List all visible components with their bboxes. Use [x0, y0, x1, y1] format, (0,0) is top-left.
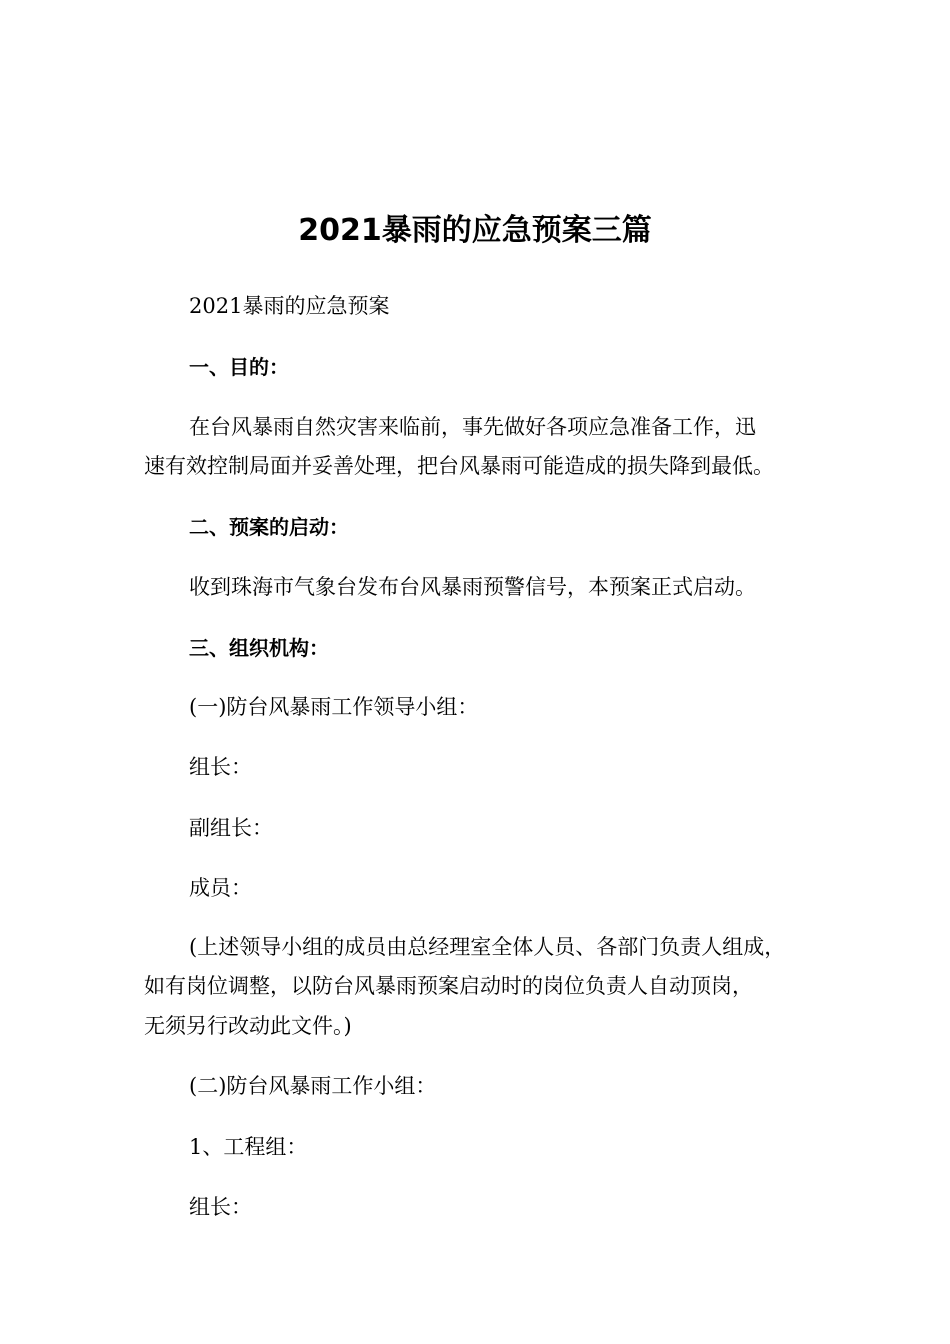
- leadership-group-heading: (一)防台风暴雨工作领导小组：: [189, 695, 479, 719]
- leadership-note-line-1: (上述领导小组的成员由总经理室全体人员、各部门负责人组成，: [189, 935, 786, 959]
- document-title: 2021暴雨的应急预案三篇: [298, 213, 652, 248]
- section-heading-organization: 三、组织机构：: [189, 636, 329, 660]
- section-heading-activation: 二、预案的启动：: [189, 515, 349, 539]
- purpose-paragraph-line-2: 速有效控制局面并妥善处理，把台风暴雨可能造成的损失降到最低。: [144, 454, 774, 478]
- document-subtitle: 2021暴雨的应急预案: [189, 294, 390, 318]
- purpose-paragraph-line-1: 在台风暴雨自然灾害来临前，事先做好各项应急准备工作，迅: [189, 415, 756, 439]
- working-group-heading: (二)防台风暴雨工作小组：: [189, 1074, 437, 1098]
- leadership-leader-label: 组长：: [189, 755, 252, 779]
- leadership-deputy-label: 副组长：: [189, 816, 273, 840]
- section-heading-purpose: 一、目的：: [189, 355, 289, 379]
- leadership-note-line-2: 如有岗位调整，以防台风暴雨预案启动时的岗位负责人自动顶岗，: [144, 974, 753, 998]
- activation-paragraph: 收到珠海市气象台发布台风暴雨预警信号，本预案正式启动。: [189, 575, 756, 599]
- engineering-leader-label: 组长：: [189, 1195, 252, 1219]
- leadership-note-line-3: 无须另行改动此文件。): [144, 1014, 352, 1038]
- leadership-members-label: 成员：: [189, 876, 252, 900]
- engineering-team-heading: 1、工程组：: [189, 1135, 308, 1159]
